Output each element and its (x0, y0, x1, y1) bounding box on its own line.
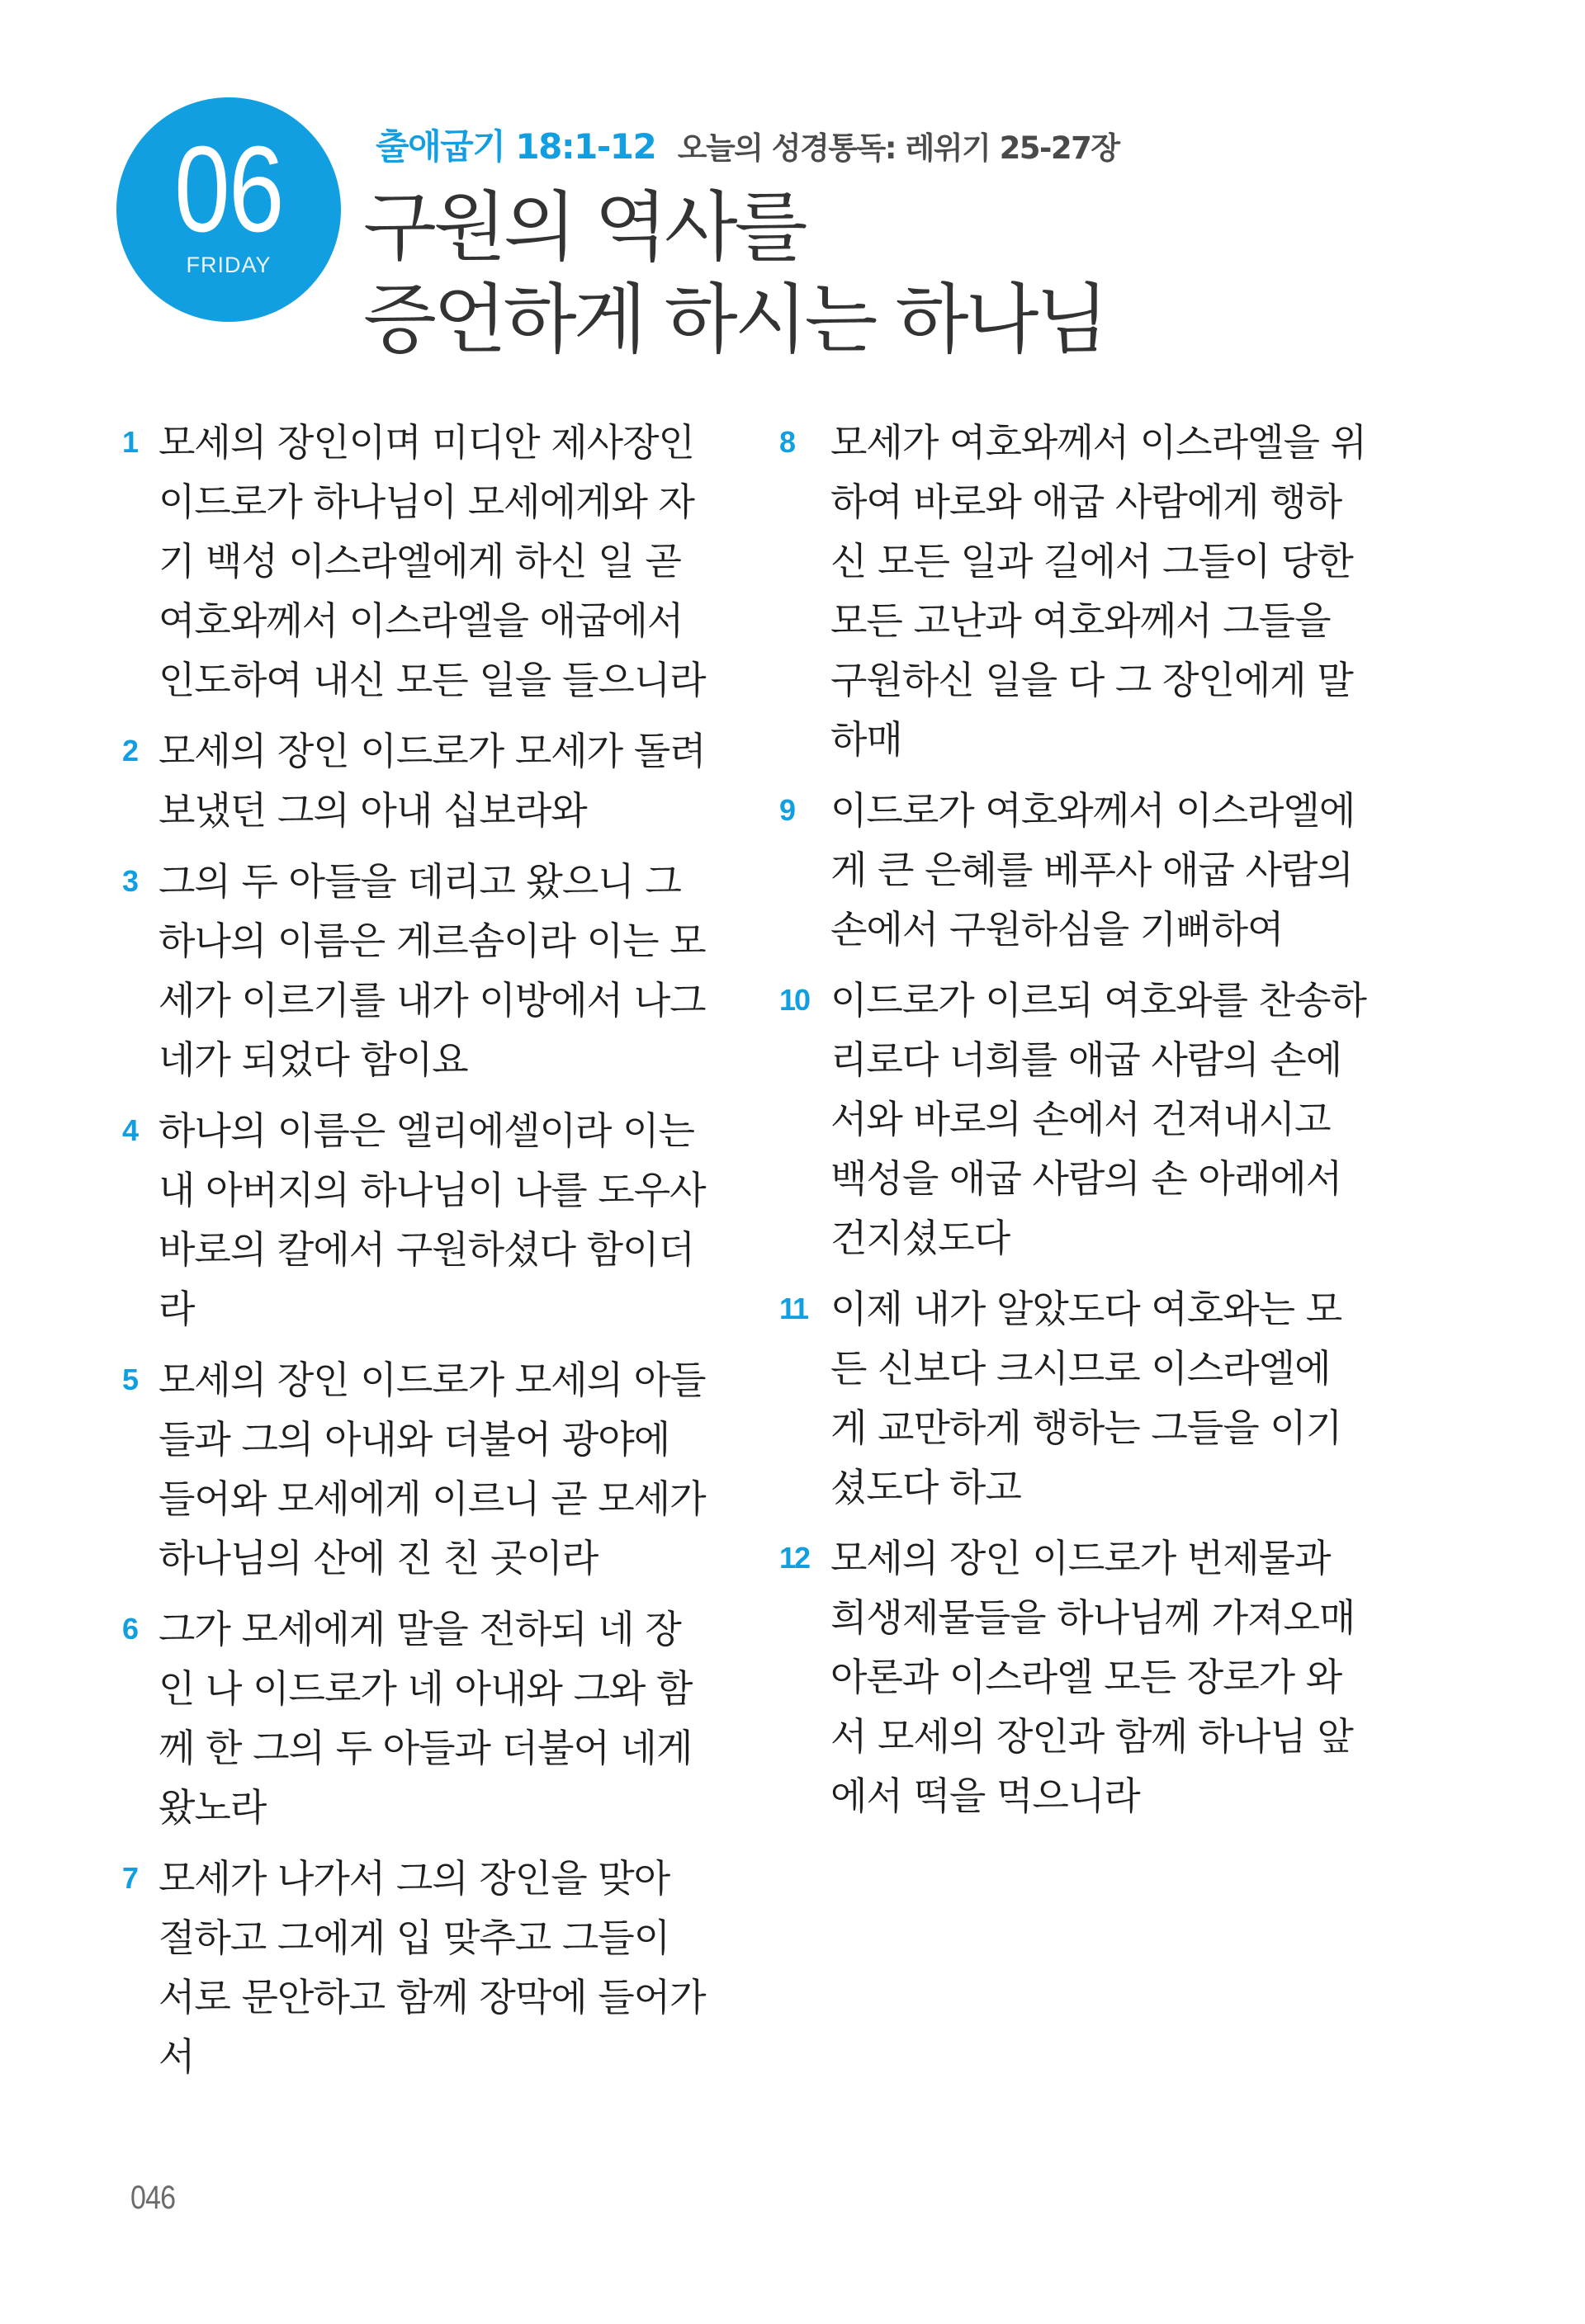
verse-text (116, 852, 726, 1089)
verse-line: 하나의 이름은 게르솜이라 이는 모 (158, 919, 706, 963)
verse-line: 든 신보다 크시므로 이스라엘에 (830, 1346, 1331, 1391)
verse-line: 셨도다 하고 (830, 1465, 1021, 1509)
verse-text (768, 971, 1379, 1268)
verse-line: 그의 두 아들을 데리고 왔으니 그 (158, 859, 681, 904)
verse-line: 모든 고난과 여호와께서 그들을 (830, 598, 1331, 643)
day-number: 06 (174, 121, 283, 257)
verse-line: 모세의 장인이며 미디안 제사장인 (158, 420, 694, 465)
verse-text (116, 1350, 726, 1588)
verse-line: 모세가 나가서 그의 장인을 맞아 (158, 1856, 670, 1901)
verse-number: 3 (122, 864, 138, 898)
verse-text (116, 1599, 726, 1837)
verse-line: 게 교만하게 행하는 그들을 이기 (830, 1405, 1342, 1450)
verse-number: 2 (122, 734, 138, 768)
day-name: FRIDAY (186, 253, 272, 277)
verse-text (768, 1528, 1379, 1826)
verse-number: 10 (779, 983, 810, 1017)
verse-line: 건지셨도다 (830, 1216, 1010, 1260)
verse-line: 여호와께서 이스라엘을 애굽에서 (158, 598, 684, 643)
verse-line: 게 큰 은혜를 베푸사 애굽 사람의 (830, 848, 1353, 892)
verse-number: 1 (122, 425, 138, 459)
verse (768, 971, 1379, 1268)
verse-text (116, 1849, 726, 2086)
verse-line: 신 모든 일과 길에서 그들이 당한 (830, 539, 1353, 583)
verse-line: 리로다 너희를 애굽 사람의 손에 (830, 1037, 1342, 1082)
verse-line: 하여 바로와 애굽 사람에게 행하 (830, 479, 1342, 524)
verse-number: 11 (779, 1292, 808, 1325)
verse-line: 손에서 구원하심을 기뻐하여 (830, 907, 1284, 952)
verses-column-left (116, 413, 726, 2098)
passage-reference: 출애굽기 18:1-12 (376, 126, 656, 167)
title-line-2: 증언하게 하시는 하나님 (363, 276, 1106, 364)
page-number: 046 (130, 2180, 176, 2216)
verse-line: 모세의 장인 이드로가 모세의 아들 (158, 1358, 706, 1402)
verse-line: 왔노라 (158, 1785, 267, 1830)
verse (116, 413, 726, 710)
verse-line: 하나님의 산에 진 친 곳이라 (158, 1536, 599, 1580)
verse-line: 세가 이르기를 내가 이방에서 나그 (158, 978, 706, 1023)
verse-line: 하나의 이름은 엘리에셀이라 이는 (158, 1108, 694, 1153)
verse (116, 1101, 726, 1339)
reading-plan: 오늘의 성경통독: 레위기 25-27장 (677, 130, 1119, 166)
verse-line: 서 (158, 2034, 195, 2079)
verse (116, 852, 726, 1089)
verse-line: 서와 바로의 손에서 건져내시고 (830, 1097, 1331, 1141)
verse-number: 8 (779, 425, 795, 459)
verse (116, 1849, 726, 2086)
verse-line: 이드로가 여호와께서 이스라엘에 (830, 788, 1356, 833)
day-badge (116, 97, 341, 322)
verse-number: 6 (122, 1612, 138, 1646)
verse (768, 781, 1379, 959)
verse-line: 기 백성 이스라엘에게 하신 일 곧 (158, 539, 681, 583)
verse-text (116, 1101, 726, 1339)
verse-line: 바로의 칼에서 구원하셨다 함이더 (158, 1227, 694, 1272)
verse-number: 5 (122, 1363, 138, 1396)
reference-line (376, 124, 1119, 172)
verse-number: 4 (122, 1113, 138, 1147)
title-line-1: 구원의 역사를 (363, 183, 805, 272)
verse-text (116, 413, 726, 710)
verse (116, 1599, 726, 1837)
page-title (363, 182, 1105, 366)
verse-line: 모세의 장인 이드로가 번제물과 (830, 1536, 1331, 1580)
verse-line: 에서 떡을 먹으니라 (830, 1774, 1140, 1818)
verse-line: 희생제물들을 하나님께 가져오매 (830, 1595, 1356, 1640)
verse-line: 내 아버지의 하나님이 나를 도우사 (158, 1168, 706, 1212)
verse-line: 인 나 이드로가 네 아내와 그와 함 (158, 1666, 693, 1711)
verse (768, 413, 1379, 769)
verse-number: 12 (779, 1541, 810, 1575)
verse-text (116, 721, 726, 840)
verse (768, 1279, 1379, 1517)
verse-line: 들어와 모세에게 이르니 곧 모세가 (158, 1476, 706, 1521)
verse-line: 아론과 이스라엘 모든 장로가 와 (830, 1655, 1342, 1699)
verse-text (768, 1279, 1379, 1517)
verse (116, 721, 726, 840)
verse-line: 인도하여 내신 모든 일을 들으니라 (158, 658, 706, 702)
verse-line: 이제 내가 알았도다 여호와는 모 (830, 1287, 1342, 1331)
verse-text (768, 781, 1379, 959)
verse-line: 서로 문안하고 함께 장막에 들어가 (158, 1975, 706, 2019)
verses-column-right (768, 413, 1379, 1837)
verse-line: 백성을 애굽 사람의 손 아래에서 (830, 1156, 1342, 1201)
verse-line: 절하고 그에게 입 맞추고 그들이 (158, 1915, 670, 1960)
verse-line: 그가 모세에게 말을 전하되 네 장 (158, 1607, 681, 1651)
verse-line: 이드로가 하나님이 모세에게와 자 (158, 479, 694, 524)
verse-line: 모세의 장인 이드로가 모세가 돌려 (158, 729, 706, 773)
verse (116, 1350, 726, 1588)
verse-line: 모세가 여호와께서 이스라엘을 위 (830, 420, 1366, 465)
verse-line: 네가 되었다 함이요 (158, 1037, 468, 1082)
verse-text (768, 413, 1379, 769)
verse-line: 이드로가 이르되 여호와를 찬송하 (830, 978, 1366, 1023)
verse-line: 께 한 그의 두 아들과 더불어 네게 (158, 1726, 693, 1770)
verse-line: 들과 그의 아내와 더불어 광야에 (158, 1417, 670, 1462)
verse-line: 서 모세의 장인과 함께 하나님 앞 (830, 1714, 1353, 1759)
verse-number: 9 (779, 793, 795, 827)
verse-number: 7 (122, 1861, 138, 1895)
verse-line: 구원하신 일을 다 그 장인에게 말 (830, 658, 1353, 702)
verse (768, 1528, 1379, 1826)
verse-line: 보냈던 그의 아내 십보라와 (158, 788, 587, 833)
verse-line: 라 (158, 1287, 195, 1331)
verse-line: 하매 (830, 717, 902, 762)
